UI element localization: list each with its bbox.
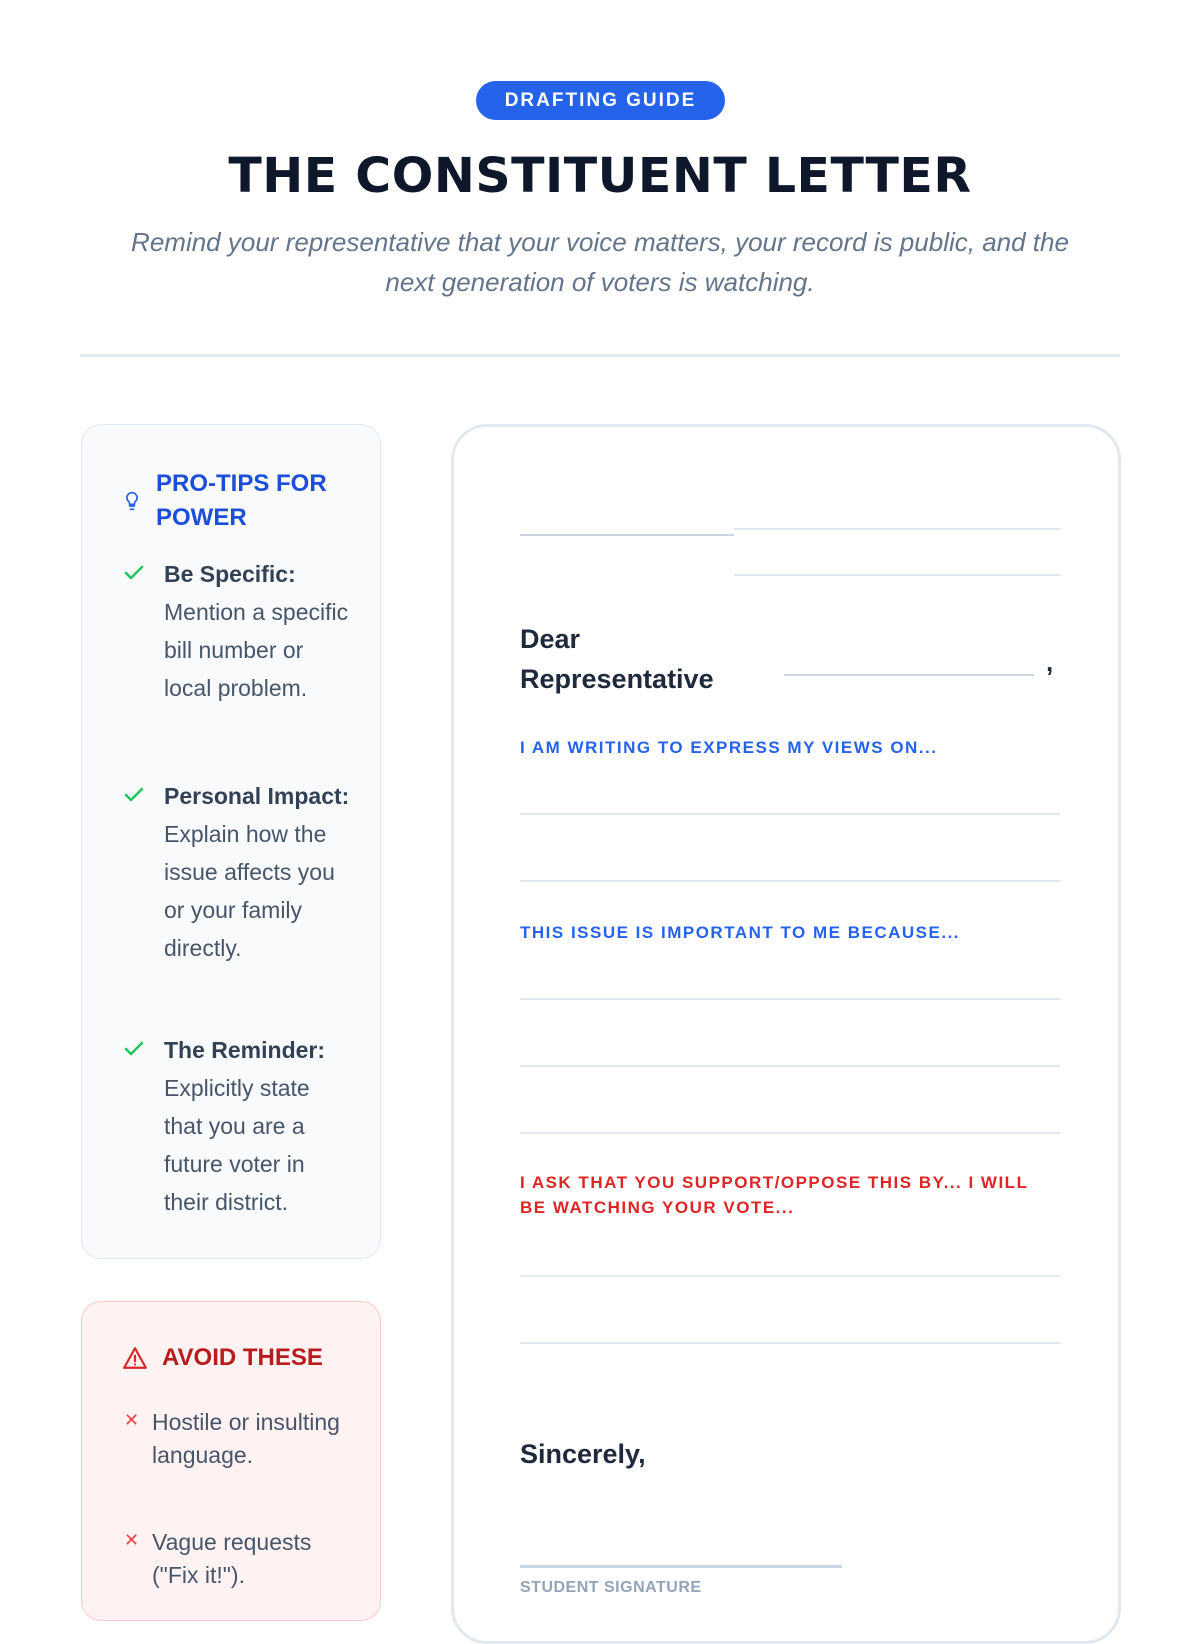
writing-line[interactable]: [520, 1132, 1060, 1134]
header-divider: [80, 354, 1120, 357]
avoid-panel: [81, 1301, 381, 1621]
writing-line[interactable]: [520, 1342, 1060, 1344]
signature-line[interactable]: [520, 1565, 842, 1568]
writing-line[interactable]: [520, 880, 1060, 882]
tip-text: Explain how the issue affects you or your family directly.: [164, 821, 335, 961]
check-icon: [122, 1037, 146, 1061]
avoid-heading: [122, 1344, 323, 1372]
x-icon: ✕: [124, 1410, 140, 1430]
lightbulb-icon: [122, 491, 142, 511]
pro-tips-panel: [81, 424, 381, 1259]
signature-label: STUDENT SIGNATURE: [520, 1579, 702, 1596]
avoid-text: Vague requests ("Fix it!").: [152, 1529, 312, 1588]
tip-label: Be Specific:: [164, 561, 296, 587]
writing-line[interactable]: [520, 1065, 1060, 1067]
check-icon: [122, 783, 146, 807]
tip-item: [122, 1031, 352, 1221]
date-line[interactable]: [520, 534, 734, 536]
tip-item: [122, 555, 352, 707]
warning-icon: [122, 1345, 148, 1371]
letter-template: [451, 424, 1121, 1644]
page-subtitle: Remind your representative that your voice matters, your record is public, and the next generation of voters is watching.: [131, 227, 1069, 297]
avoid-item: [124, 1526, 344, 1592]
writing-line[interactable]: [520, 998, 1060, 1000]
avoid-text: Hostile or insulting language.: [152, 1409, 340, 1468]
salutation: Dear Representative: [520, 624, 714, 694]
salutation-comma: ,: [1046, 647, 1054, 677]
closing: Sincerely,: [520, 1439, 646, 1469]
prompt-ask: I ASK THAT YOU SUPPORT/OPPOSE THIS BY... I WILL BE WATCHING YOUR VOTE...: [520, 1173, 1029, 1217]
avoid-title: AVOID THESE: [162, 1344, 323, 1371]
drafting-guide-badge: DRAFTING GUIDE: [476, 81, 725, 120]
page-title: THE CONSTITUENT LETTER: [228, 148, 972, 204]
check-icon: [122, 561, 146, 585]
pro-tips-title: PRO-TIPS FOR POWER: [156, 470, 327, 531]
tip-label: The Reminder:: [164, 1037, 326, 1063]
address-line[interactable]: [734, 528, 1060, 530]
pro-tips-heading: [122, 467, 336, 535]
prompt-importance: THIS ISSUE IS IMPORTANT TO ME BECAUSE...: [520, 923, 961, 942]
tip-text: Mention a specific bill number or local problem.: [164, 599, 349, 701]
tip-label: Personal Impact:: [164, 783, 350, 809]
x-icon: ✕: [124, 1530, 140, 1550]
representative-name-line[interactable]: [784, 674, 1034, 676]
writing-line[interactable]: [520, 1275, 1060, 1277]
address-line[interactable]: [734, 574, 1060, 576]
prompt-views: I AM WRITING TO EXPRESS MY VIEWS ON...: [520, 738, 938, 757]
avoid-item: [124, 1406, 344, 1472]
tip-text: Explicitly state that you are a future voter in their district.: [164, 1075, 310, 1215]
tip-item: [122, 777, 352, 967]
writing-line[interactable]: [520, 813, 1060, 815]
